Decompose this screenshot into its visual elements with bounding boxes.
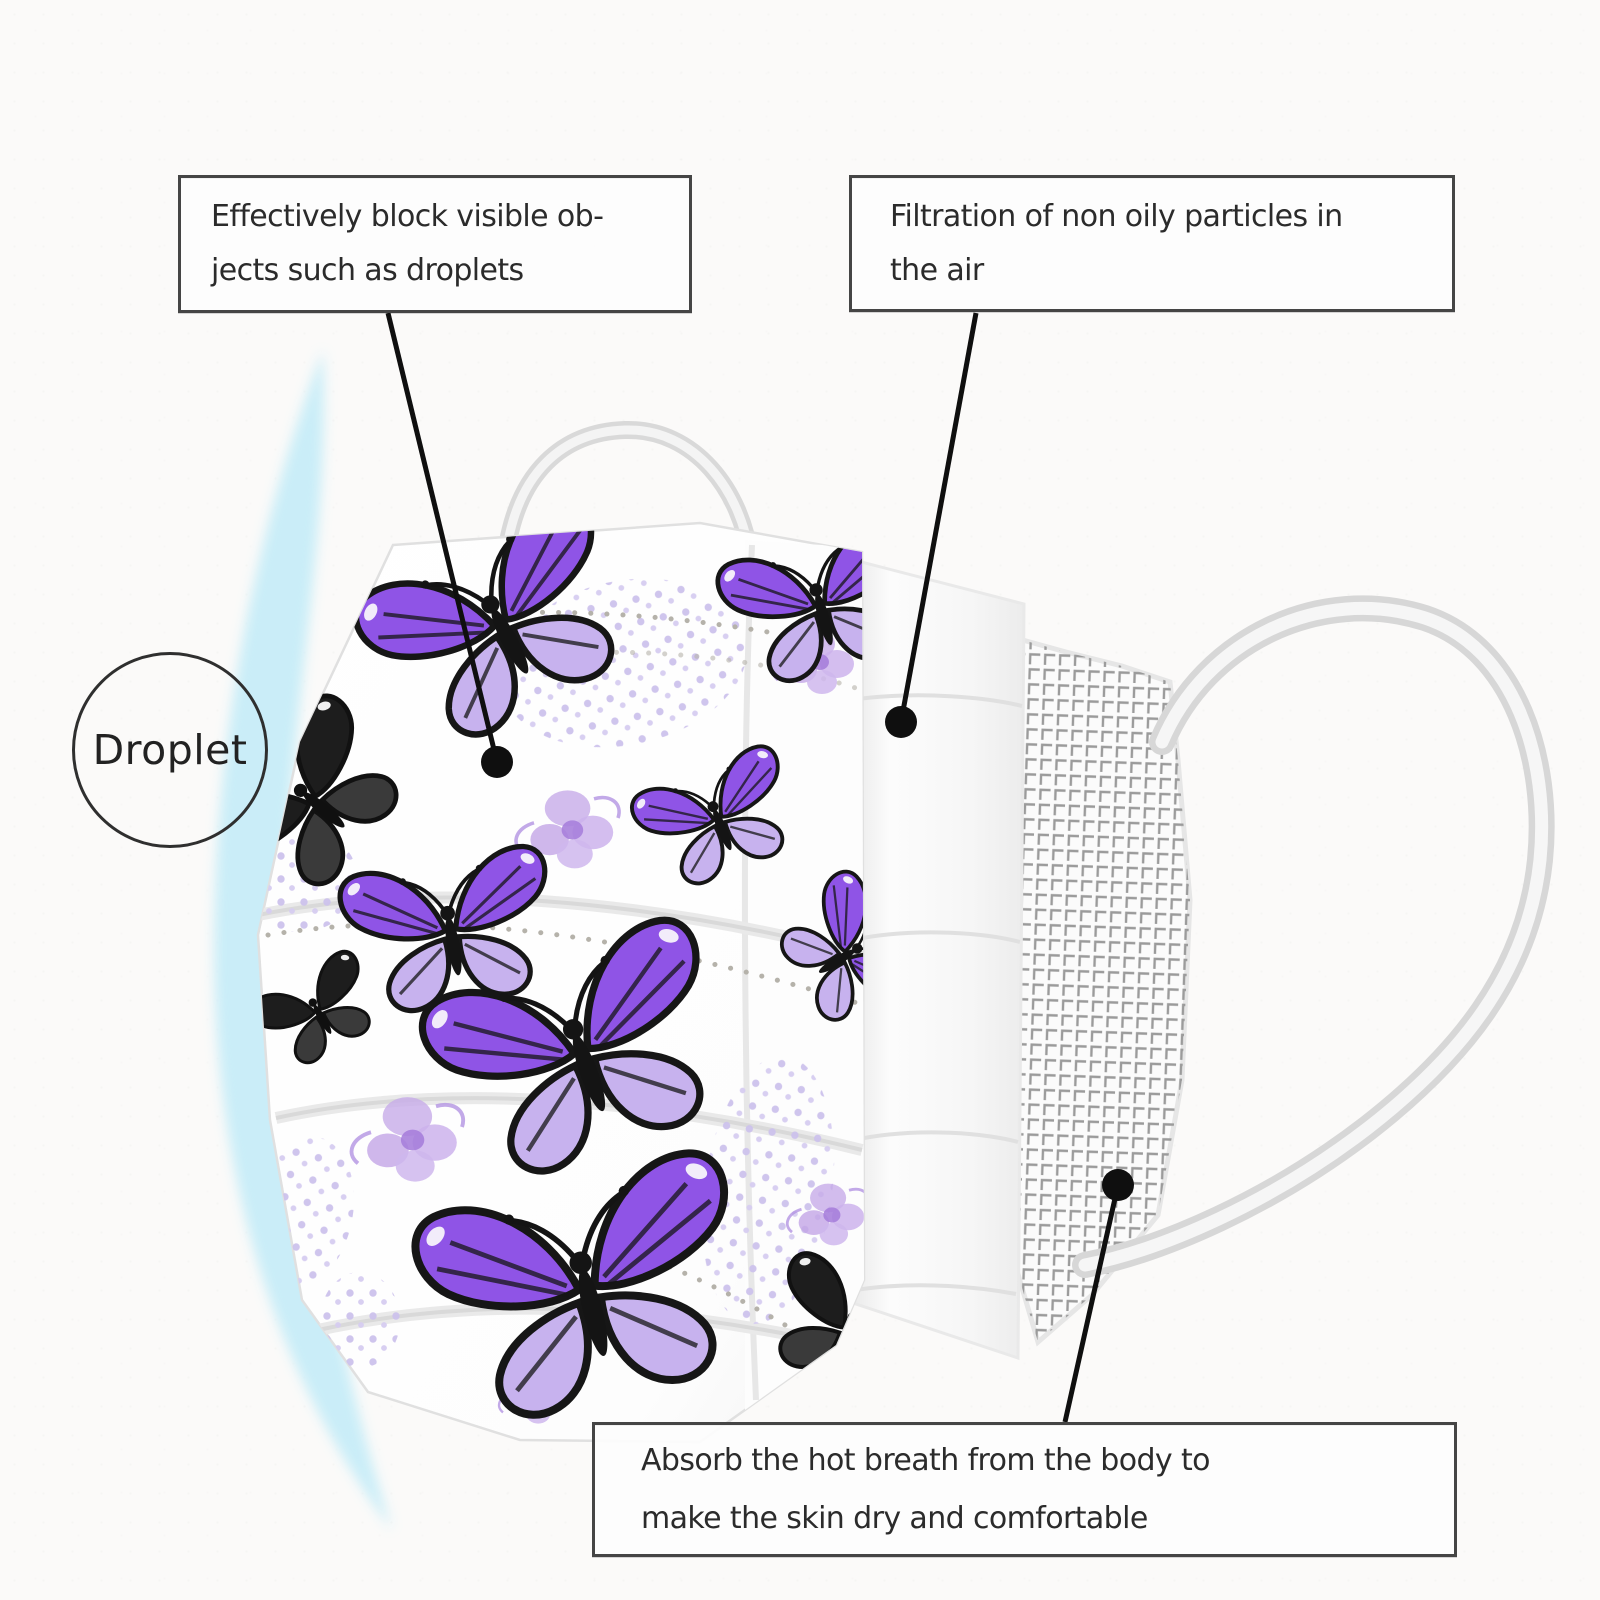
callout-text-line: Filtration of non oily particles in [890, 198, 1343, 234]
callout-box-block-droplets [178, 175, 692, 313]
droplet-circle-label [72, 652, 268, 848]
dot-marker-filter [885, 706, 917, 738]
droplet-label: Droplet [92, 726, 248, 774]
callout-text-line: jects such as droplets [211, 253, 524, 288]
callout-text-line: Effectively block visible ob- [211, 199, 604, 234]
callout-box-absorb-breath [592, 1422, 1457, 1557]
callout-text-line: Absorb the hot breath from the body to [641, 1442, 1210, 1478]
callout-text-line: the air [890, 252, 984, 288]
callout-box-filtration [849, 175, 1455, 312]
callout-text-line: make the skin dry and comfortable [641, 1500, 1148, 1536]
middle-mask-layer [846, 558, 1024, 1358]
dot-marker-block [481, 746, 513, 778]
dot-marker-absorb [1102, 1169, 1134, 1201]
print-front-layer [203, 486, 941, 1442]
